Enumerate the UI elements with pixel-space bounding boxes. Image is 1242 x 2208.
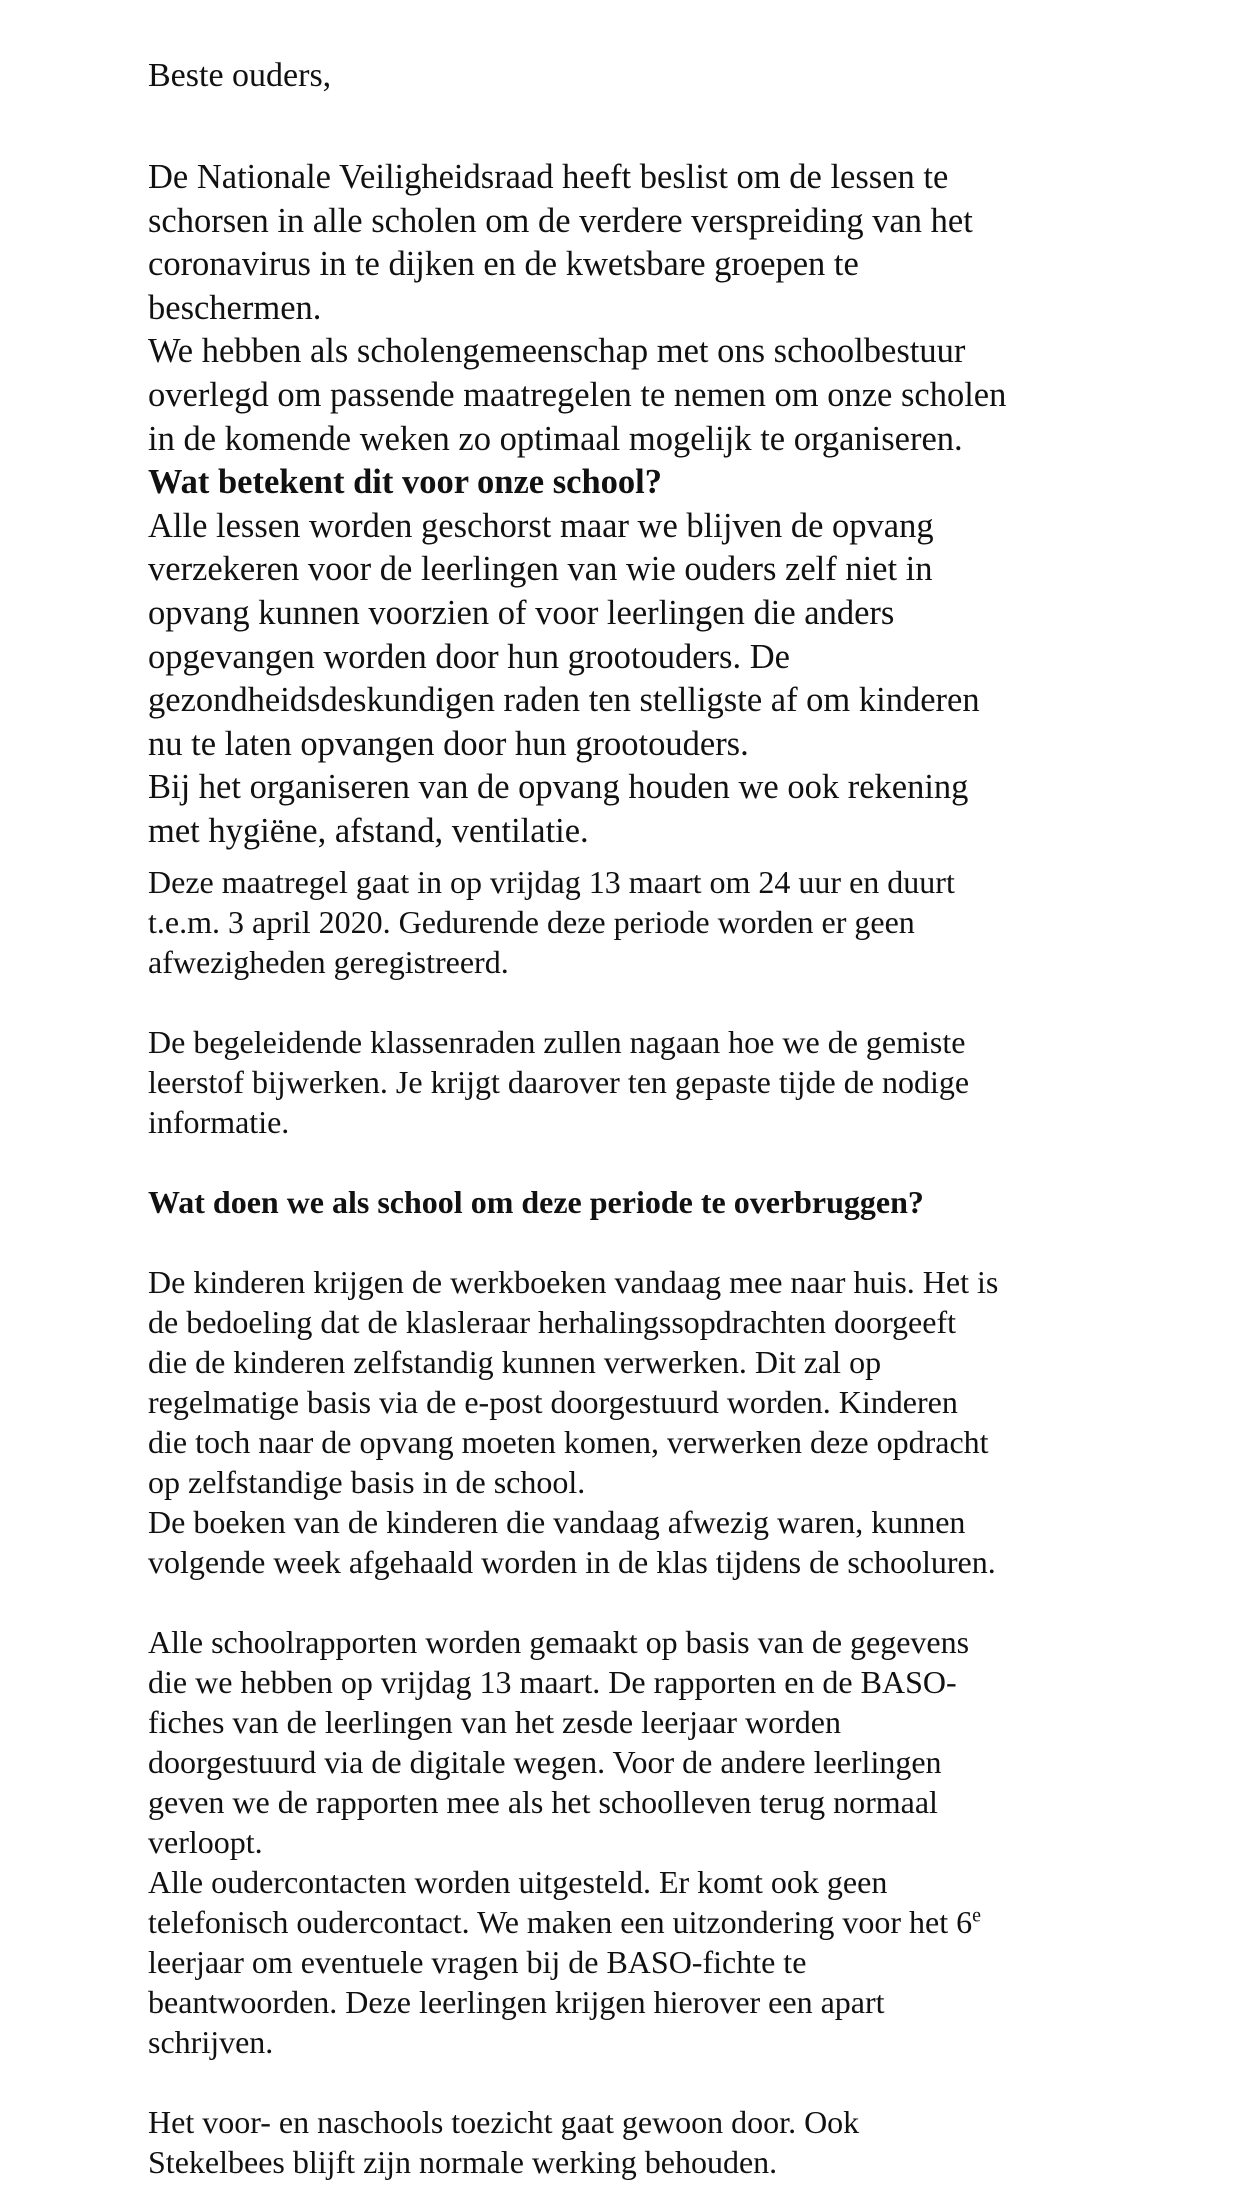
text-line: De Nationale Veiligheidsraad heeft beslist om de lessen te: [148, 158, 949, 196]
intro-paragraph: [148, 156, 1006, 330]
text-line: Stekelbees blijft zijn normale werking behouden.: [148, 2144, 778, 2180]
workbook-paragraph: [148, 1262, 998, 1502]
contacts-paragraph: [148, 1862, 998, 2062]
text-line: schrijven.: [148, 2024, 274, 2060]
books-paragraph: [148, 1502, 998, 1582]
text-line: opvang kunnen voorzien of voor leerlingen die anders: [148, 593, 895, 632]
text-line: t.e.m. 3 april 2020. Gedurende deze periode worden er geen: [148, 904, 915, 940]
text-line: opgevangen worden door hun grootouders. De: [148, 637, 790, 676]
text-line: beschermen.: [148, 288, 322, 327]
text-line: Alle oudercontacten worden uitgesteld. Er komt ook geen: [148, 1864, 888, 1900]
text-line: verloopt.: [148, 1824, 263, 1860]
text-line: volgende week afgehaald worden in de klas tijdens de schooluren.: [148, 1544, 996, 1580]
text-line: De begeleidende klassenraden zullen nagaan hoe we de gemiste: [148, 1024, 966, 1060]
text-line: geven we de rapporten mee als het schoolleven terug normaal: [148, 1784, 938, 1820]
text-line: coronavirus in te dijken en de kwetsbare groepen te: [148, 245, 859, 284]
heading-text: Wat doen we als school om deze periode te overbruggen?: [148, 1184, 924, 1220]
text-line: overlegd om passende maatregelen te nemen om onze scholen: [148, 375, 1007, 414]
text-line: [148, 1902, 998, 1942]
letter-body-part-1: [148, 156, 1006, 854]
text-line: Bij het organiseren van de opvang houden we ook rekening: [148, 768, 969, 807]
text-line: de bedoeling dat de klasleraar herhalingssopdrachten doorgeeft: [148, 1304, 956, 1340]
consult-paragraph: [148, 330, 1006, 461]
superscript-ordinal: e: [972, 1904, 981, 1927]
text-line: gezondheidsdeskundigen raden ten stelligste af om kinderen: [148, 681, 980, 720]
text-line: nu te laten opvangen door hun grootouders.: [148, 724, 749, 763]
section-heading-meaning: [148, 461, 1006, 505]
paragraph-gap: [148, 1222, 998, 1262]
text-line: Het voor- en naschools toezicht gaat gewoon door. Ook: [148, 2104, 860, 2140]
text-line: afwezigheden geregistreerd.: [148, 944, 509, 980]
text-segment: telefonisch oudercontact. We maken een uitzondering voor het 6: [148, 1904, 973, 1940]
text-line: beantwoorden. Deze leerlingen krijgen hierover een apart: [148, 1984, 885, 2020]
text-line: fiches van de leerlingen van het zesde leerjaar worden: [148, 1704, 841, 1740]
measure-paragraph: [148, 862, 998, 982]
hygiene-paragraph: [148, 766, 1006, 853]
text-line: doorgestuurd via de digitale wegen. Voor de andere leerlingen: [148, 1744, 942, 1780]
letter-body-part-2: [148, 862, 998, 2182]
heading-text: Wat betekent dit voor onze school?: [148, 463, 662, 502]
text-line: die we hebben op vrijdag 13 maart. De rapporten en de BASO-: [148, 1664, 957, 1700]
text-line: op zelfstandige basis in de school.: [148, 1464, 586, 1500]
text-line: regelmatige basis via de e-post doorgestuurd worden. Kinderen: [148, 1384, 958, 1420]
paragraph-gap: [148, 1142, 998, 1182]
paragraph-gap: [148, 982, 998, 1022]
section-heading-bridge: [148, 1182, 998, 1222]
reports-paragraph: [148, 1622, 998, 1862]
paragraph-gap: [148, 1582, 998, 1622]
text-line: die toch naar de opvang moeten komen, verwerken deze opdracht: [148, 1424, 989, 1460]
text-line: die de kinderen zelfstandig kunnen verwerken. Dit zal op: [148, 1344, 882, 1380]
text-line: De boeken van de kinderen die vandaag afwezig waren, kunnen: [148, 1504, 966, 1540]
text-line: informatie.: [148, 1104, 290, 1140]
greeting: Beste ouders,: [148, 57, 332, 94]
text-line: in de komende weken zo optimaal mogelijk te organiseren.: [148, 419, 963, 458]
text-line: leerjaar om eventuele vragen bij de BASO-fichte te: [148, 1944, 807, 1980]
text-line: De kinderen krijgen de werkboeken vandaag mee naar huis. Het is: [148, 1264, 999, 1300]
text-line: verzekeren voor de leerlingen van wie ouders zelf niet in: [148, 550, 933, 589]
paragraph-gap: [148, 2062, 998, 2102]
care-paragraph: [148, 505, 1006, 767]
text-line: schorsen in alle scholen om de verdere verspreiding van het: [148, 201, 973, 240]
text-line: leerstof bijwerken. Je krijgt daarover ten gepaste tijde de nodige: [148, 1064, 970, 1100]
text-line: met hygiëne, afstand, ventilatie.: [148, 811, 589, 850]
supervision-paragraph: [148, 2102, 998, 2182]
class-council-paragraph: [148, 1022, 998, 1142]
text-line: We hebben als scholengemeenschap met ons schoolbestuur: [148, 332, 966, 371]
text-line: Alle lessen worden geschorst maar we blijven de opvang: [148, 506, 934, 545]
text-line: Deze maatregel gaat in op vrijdag 13 maart om 24 uur en duurt: [148, 864, 955, 900]
text-line: Alle schoolrapporten worden gemaakt op basis van de gegevens: [148, 1624, 970, 1660]
